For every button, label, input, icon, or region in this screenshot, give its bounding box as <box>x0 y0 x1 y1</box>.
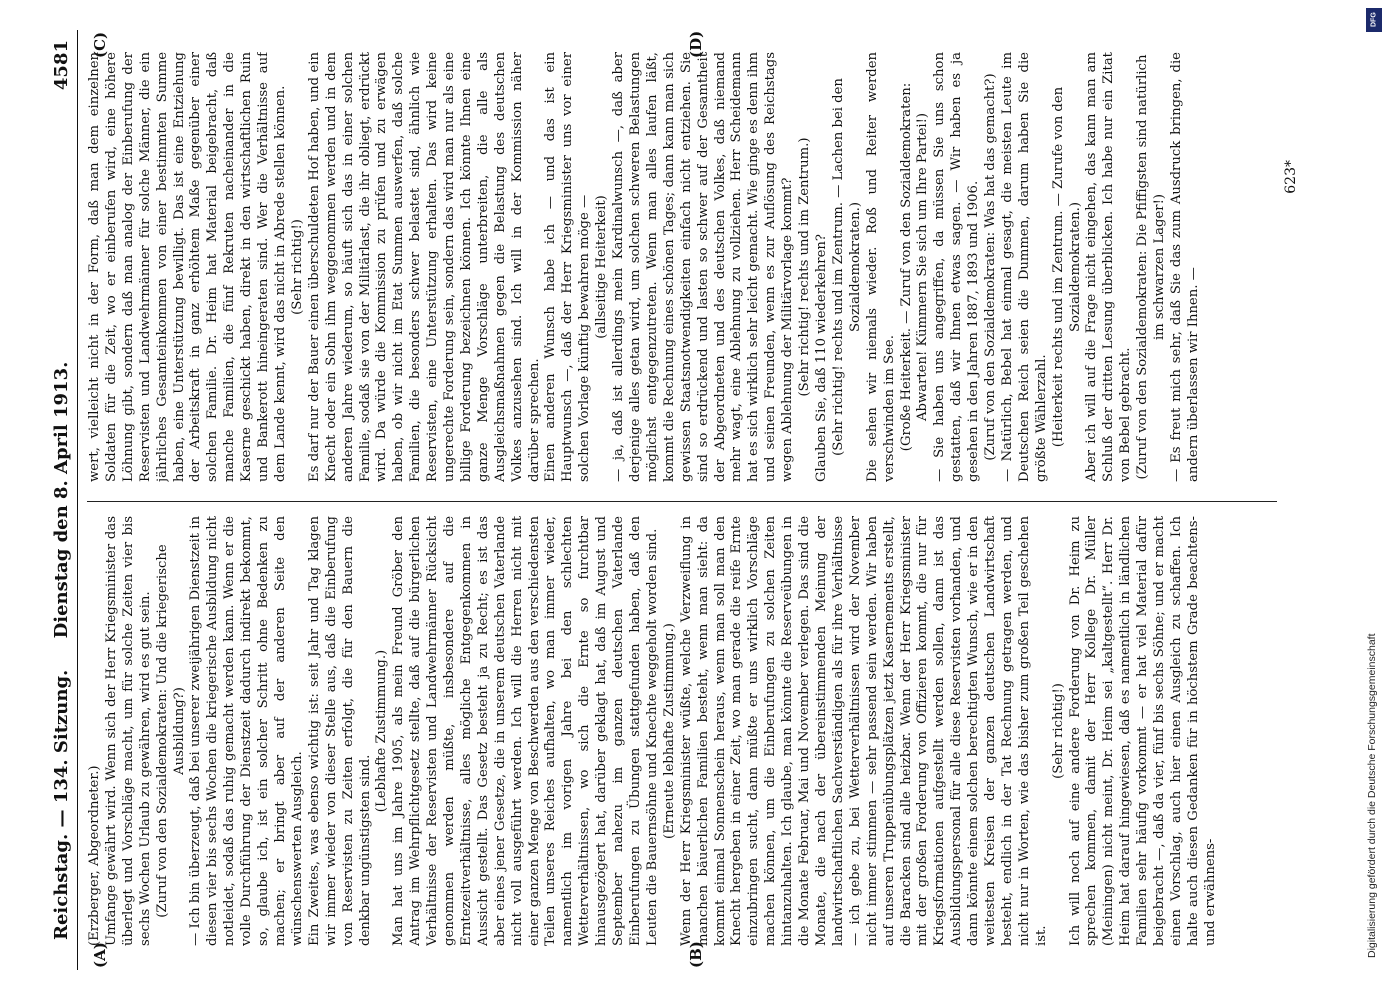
interjection: (Sehr richtig!) <box>289 219 305 315</box>
paragraph: Man hat uns im Jahre 1905, als mein Freund Gröber den Antrag im Wehrpflichtgesetz stellte, daß auf die bürgerlichen Verhältnisse der Reservisten und Landwehrmänner Rücksicht genommen werden müßte, insbesondere auf die Erntezeitverhältnisse, alles mögliche Entgegenkommen in Aussicht gestellt. Das Gesetz besteht ja zu Recht; es ist das aber eines jener Gesetze, die in unserem deutschen Vaterlande nicht voll ausgeführt werden. Ich will die Herren nicht mit einer ganzen Menge von Beschwerden aus den verschiedensten Teilen unseres Reiches aufhalten, wo man immer wieder, namentlich im vorigen Jahre bei den schlechten Wetterverhältnissen, wo sich die Ernte so furchtbar hinausgezögert hat, darüber geklagt hat, daß im August und September nahezu im ganzen deutschen Vaterlande Einberufungen zu Übungen stattgefunden haben, daß den Leuten die Bauernsöhne und Knechte weggeholt worden sind. <box>391 516 660 946</box>
paragraph: Die sehen wir niemals wieder. Roß und Reiter werden verschwinden im See. <box>864 52 897 482</box>
interjection: (Zuruf von den Sozialdemokraten: Und die kriegerische Ausbildung?) <box>154 544 187 918</box>
left-column <box>87 516 1277 946</box>
header-left: Reichstag. — 134. Sitzung. <box>51 669 72 940</box>
interjection: (allseitige Heiterkeit) <box>594 195 610 339</box>
header-date: Dienstag den 8. April 1913. <box>51 361 72 639</box>
paragraph: Ein Zweites, was ebenso wichtig ist: seit Jahr und Tag klagen wir immer wieder von dieser Stelle aus, daß die Einberufung von Reservisten zu Zeiten erfolgt, die für den Bauern die denkbar ungünstigsten sind. <box>306 516 373 946</box>
paragraph: — Ich bin überzeugt, daß bei unserer zweijährigen Dienstzeit in diesen vier bis sechs Wochen die kriegerische Ausbildung nicht notleidet, sodaß das ruhig gemacht werden kann. Wenn er die volle Durchführung der Dienstzeit dadurch indirekt bekommt, so, glaube ich, ist ein solcher Schritt ohne Bedenken zu machen; er bringt aber auf der anderen Seite den wünschenswerten Ausgleich. <box>188 516 305 946</box>
interjection: (Lebhafte Zustimmung.) <box>374 649 390 813</box>
paragraph: Wenn der Herr Kriegsminister wüßte, welche Verzweiflung in manchen bäuerlichen Familien besteht, wenn man sieht: da kommt einmal Sonnenschein heraus, wenn man soll man den Knecht hergeben in einer Zeit, wo man gerade die reife Ernte einzubringen sucht, dann müßte er uns wirklich Vorschläge machen können, um die Einberufungen zu solchen Zeiten hintanzuhalten. Ich glaube, man könnte die Reserveübungen in die Monate Februar, Mai und November verlegen. Das sind die Monate, die nach der übereinstimmenden Meinung der landwirtschaftlichen Sachverständigen als für ihre Verhältnisse — ich gebe zu, bei Wetterverhältnissen wird der November nicht immer stimmen — sehr passend sein werden. Wir haben auf unseren Truppenübungsplätzen jetzt Kasernements erstellt, die Baracken sind alle heizbar. Wenn der Herr Kriegsminister mit der großen Forderung von Offizieren kommt, die nur für Kriegsformationen aufgestellt werden sollen, dann ist das Ausbildungspersonal für alle diese Reservisten vorhanden, und dann könnte einem solchen berechtigten Wunsch, wie er in den weitesten Kreisen der ganzen deutschen Landwirtschaft besteht, endlich in der Tat Rechnung getragen werden, und nicht nur in Worten, wie das bisher zum großen Teil geschehen ist. <box>678 516 1049 946</box>
paragraph: Einen anderen Wunsch habe ich — und das ist ein Hauptwunsch —, daß der Herr Kriegsminister uns vor einer solchen Vorlage künftig bewahren möge — <box>543 52 593 482</box>
speaker-line: (Erzberger, Abgeordneter.) <box>87 765 102 946</box>
margin-marker-c: (C) <box>91 31 109 58</box>
column-divider <box>87 501 1277 502</box>
page-number: 4581 <box>51 40 72 91</box>
interjection: (Sehr richtig!) <box>1050 683 1066 779</box>
right-column <box>87 52 1277 482</box>
page-header <box>47 30 78 970</box>
margin-marker-d: (D) <box>687 30 705 58</box>
digitization-credit: Digitalisierung gefördert durch die Deutsche Forschungsgemeinschaft <box>1366 633 1378 958</box>
paragraph: — Sie haben uns angegriffen, da müssen Sie uns schon gestatten, daß wir Ihnen etwas sagen. — Wir haben es ja gesehen in den Jahren 1887, 1893 und 1906. <box>932 52 982 482</box>
paragraph: — Natürlich, Bebel hat einmal gesagt, die meisten Leute im Deutschen Reich seien die Dummen, darum haben Sie die größte Wählerzahl. <box>999 52 1049 482</box>
newspaper-page <box>47 30 1317 970</box>
paragraph: Umfange gewährt wird. Wenn sich der Herr Kriegsminister das überlegt und Vorschläge macht, um für solche Zeiten vier bis sechs Wochen Urlaub zu gewähren, wird es gut sein. <box>103 516 153 946</box>
paragraph: Glauben Sie, daß 110 wiederkehren? <box>813 234 829 482</box>
paragraph: Aber ich will auf die Frage nicht eingehen, das kann man am Schluß der dritten Lesung überblicken. Ich habe nur ein Zitat von Bebel gebracht. <box>1084 52 1134 482</box>
interjection: (Große Heiterkeit. — Zuruf von den Sozialdemokraten: Abwarten! Kümmern Sie sich um Ihre Partei!) <box>898 82 931 452</box>
margin-marker-b: (B) <box>687 941 705 968</box>
interjection: (Zuruf von den Sozialdemokraten: Die Pfiffigsten sind natürlich im schwarzen Lager!) <box>1135 54 1168 480</box>
interjection: (Heiterkeit rechts und im Zentrum. — Zurufe von den Sozialdemokraten.) <box>1050 86 1083 448</box>
interjection: (Sehr richtig! rechts und im Zentrum. — Lachen bei den Sozialdemokraten.) <box>830 78 863 456</box>
dfg-logo: DFG <box>1366 8 1382 32</box>
paragraph: — ja, daß ist allerdings mein Kardinalwunsch —, daß aber derjenige alles getan wird, um solchen schweren Belastungen möglichst entgegenzutreten. Wenn man alles laufen läßt, kommt die Rechnung eines schönen Tages; dann kann man sich gewissen Staatsnotwendigkeiten einfach nicht entziehen. Sie sind so erdrückend und lasten so schwer auf der Gesamtheit der Abgeordneten und des deutschen Volkes, daß niemand mehr wagt, eine Ablehnung zu vollziehen. Herr Scheidemann hat es sich wirklich sehr leicht gemacht. Wie ginge es denn ihm und seinen Freunden, wenn es zur Auflösung des Reichstags wegen Ablehnung der Militärvorlage kommt? <box>611 52 796 482</box>
paragraph: Es darf nur der Bauer einen überschuldeten Hof haben, und ein Knecht oder ein Sohn ihm weggenommen werden und in dem anderen Jahre wiederum, so häuft sich das in einer solchen Familie, sodaß sie von der Militärlast, die ihr obliegt, erdrückt wird. Da würde die Kommission zu prüfen und zu erwägen haben, ob wir nicht im Etat Summen auswerfen, daß solche Familien, die besonders schwer belastet sind, ähnlich wie Reservisten, eine Unterstützung erhalten. Das wird keine ungerechte Forderung sein, sondern das wird man nur als eine billige Forderung bezeichnen können. Ich könnte Ihnen eine ganze Menge Vorschläge unterbreiten, die alle als Ausgleichsmaßnahmen gegen die Belastung des deutschen Volkes anzusehen sind. Ich will in der Kommission näher darüber sprechen. <box>306 52 542 482</box>
footer-number: 623* <box>1283 160 1299 194</box>
interjection: (Zuruf von den Sozialdemokraten: Was hat das gemacht?) <box>983 73 999 461</box>
interjection: (Erneute lebhafte Zustimmung.) <box>661 623 677 839</box>
paragraph: — Es freut mich sehr, daß Sie das zum Ausdruck bringen, die andern überlassen wir Ihnen. — <box>1169 52 1201 482</box>
interjection: (Sehr richtig! rechts und im Zentrum.) <box>797 137 813 397</box>
margin-marker-a: (A) <box>91 942 109 968</box>
paragraph: Ich will noch auf eine andere Forderung von Dr. Heim zu sprechen kommen, damit der Herr Kollege Dr. Müller (Meiningen) nicht meint, Dr. Heim sei „kaltgestellt“. Herr Dr. Heim hat darauf hingewiesen, daß es namentlich in ländlichen Familien sehr häufig vorkommt — er hat viel Material dafür beigebracht —, daß da vier, fünf bis sechs Söhne; und er macht einen Vorschlag, auch hier einen Ausgleich zu schaffen. Ich halte auch diesen Gedanken für in höchstem Grade beachtens- und erwähnens- <box>1067 516 1218 946</box>
paragraph: wert, vielleicht nicht in der Form, daß man dem einzelnen Soldaten für die Zeit, wo er einberufen wird, eine höhere Löhnung gibt, sondern daß man analog der Einberufung der Reservisten und Landwehrmänner für solche Männer, die ein jährliches Gesamteinkommen von einer bestimmten Summe haben, eine Unterstützung bewilligt. Das ist eine Entziehung der Arbeitskraft in ganz erhöhtem Maße gegenüber einer solchen Familie. Dr. Heim hat Material beigebracht, daß manche Familien, die fünf Rekruten nacheinander in die Kaserne geschickt haben, direkt in den wirtschaftlichen Ruin und Bankerott hineingeraten sind. Wer die Verhältnisse auf dem Lande kennt, wird das nicht in Abrede stellen können. <box>87 52 288 482</box>
